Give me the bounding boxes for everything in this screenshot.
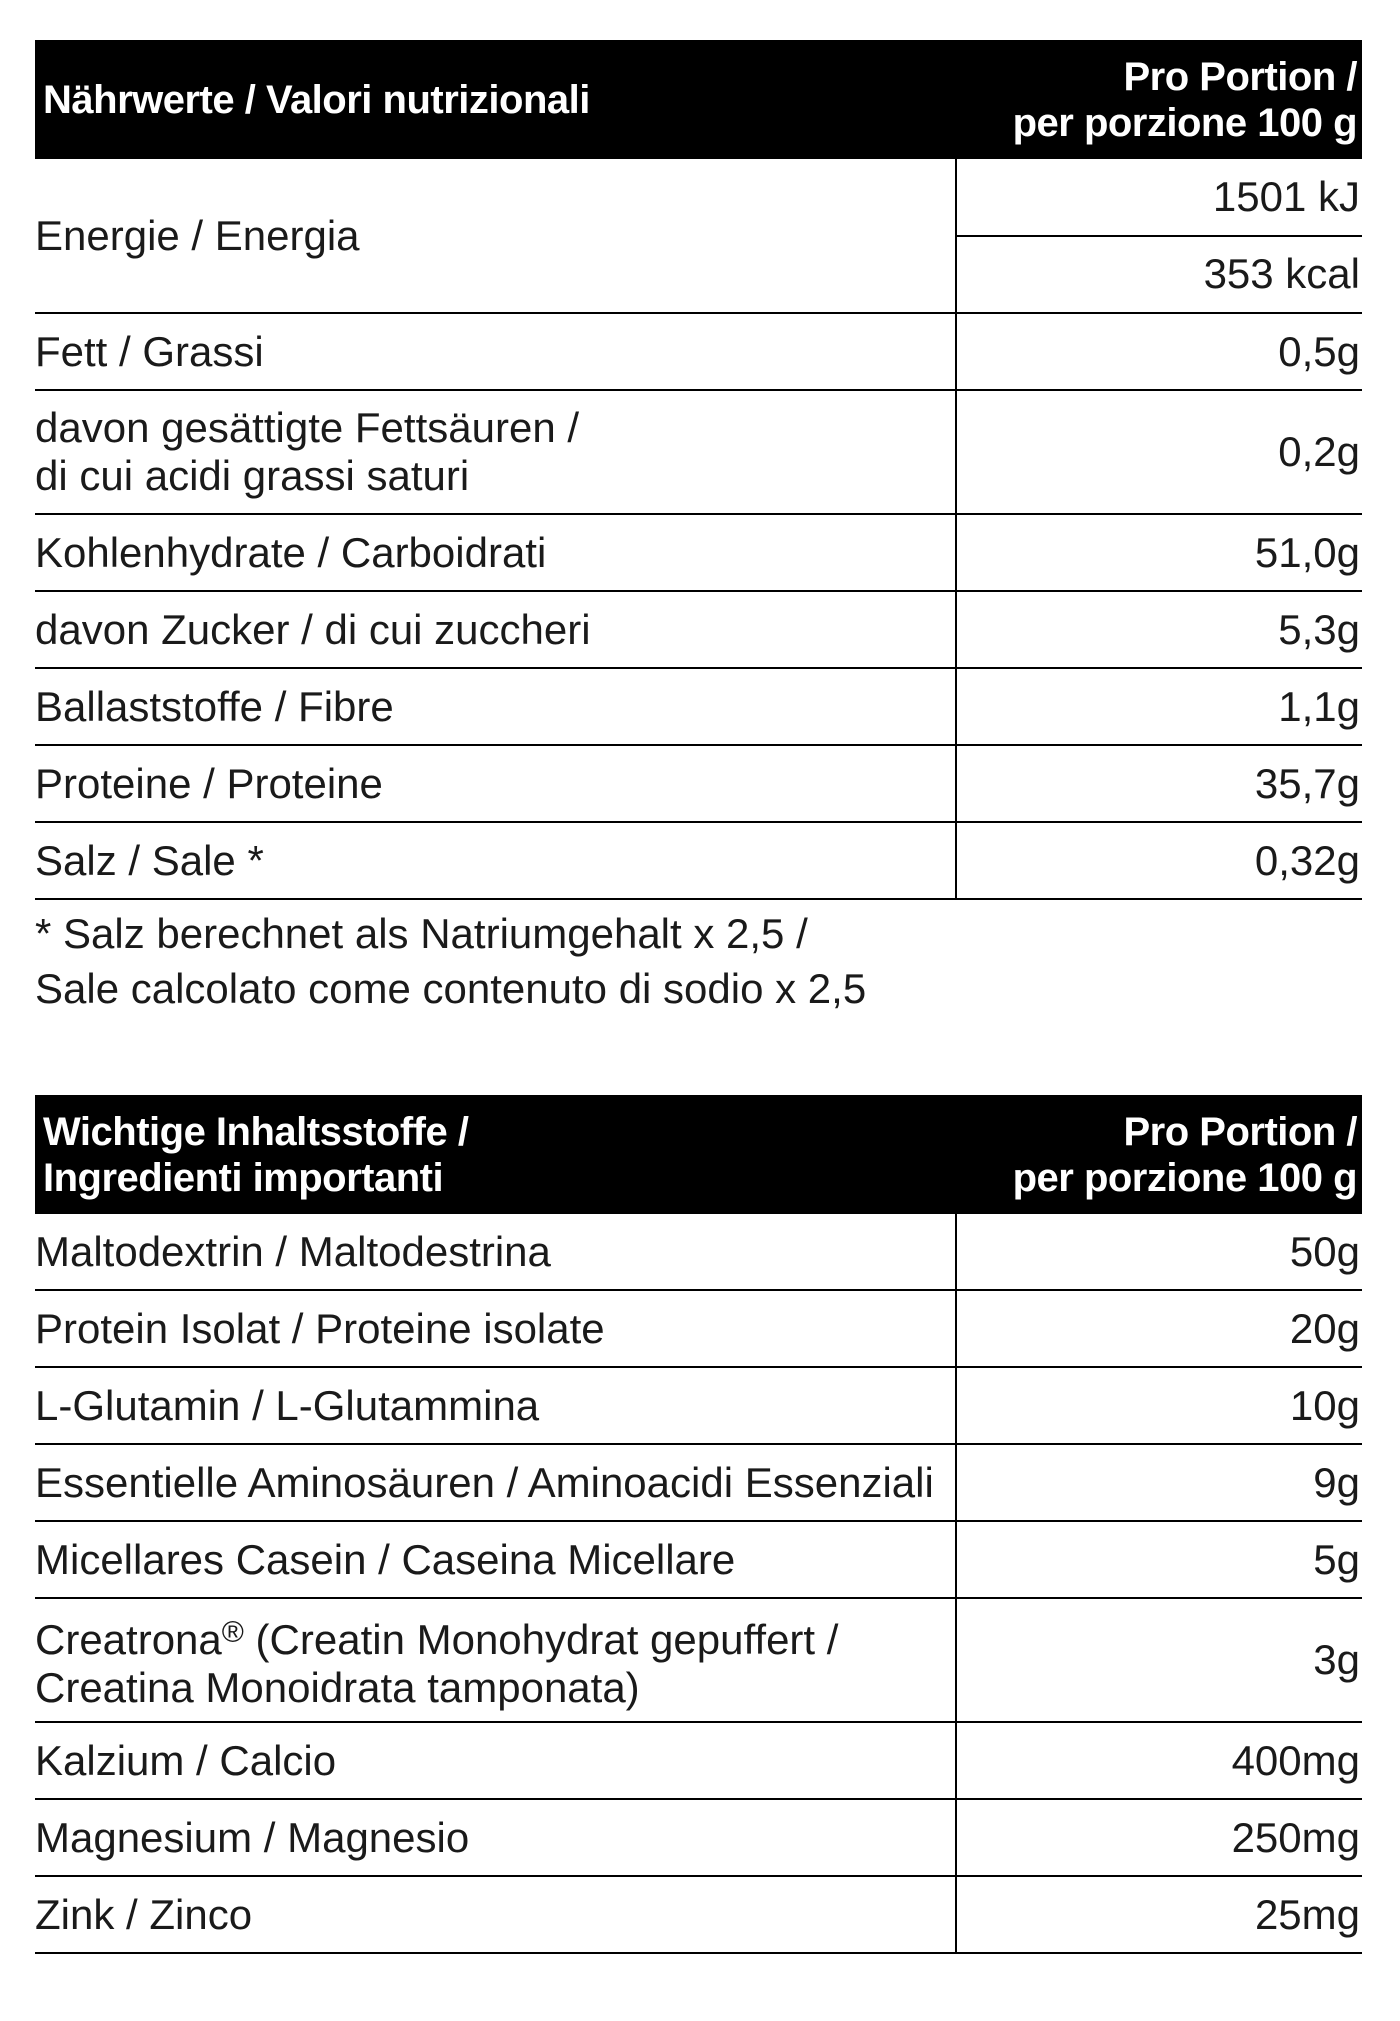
- table-row: [35, 1368, 1362, 1445]
- row-value: 9g: [1313, 1458, 1360, 1506]
- row-value: 0,32g: [1254, 836, 1360, 884]
- table-row-energy: [35, 159, 1362, 314]
- table-row: [35, 1877, 1362, 1954]
- table-row: [35, 1522, 1362, 1599]
- row-label: Energie / Energia: [35, 159, 957, 312]
- table-row: [35, 1723, 1362, 1800]
- row-value: 1,1g: [1278, 682, 1360, 730]
- row-value: 5,3g: [1278, 605, 1360, 653]
- energy-values: [957, 159, 1362, 312]
- energy-kj-value: 1501 kJ: [957, 159, 1362, 237]
- row-value: 0,2g: [1278, 428, 1360, 475]
- table-row: [35, 669, 1362, 746]
- nutrition-table-header: [35, 40, 1362, 159]
- table-row: [35, 1291, 1362, 1368]
- table-row: [35, 1599, 1362, 1723]
- header-column-label: Pro Portion / per porzione 100 g: [1012, 1109, 1357, 1200]
- header-title: Wichtige Inhaltsstoffe / Ingredienti importanti: [43, 1109, 469, 1200]
- row-value: 10g: [1289, 1381, 1360, 1429]
- row-label: Fett / Grassi: [35, 314, 957, 389]
- row-value: 400mg: [1231, 1736, 1360, 1784]
- row-value: 20g: [1289, 1304, 1360, 1352]
- row-label: Kohlenhydrate / Carboidrati: [35, 515, 957, 590]
- table-row: [35, 592, 1362, 669]
- row-label: Zink / Zinco: [35, 1877, 957, 1952]
- row-value: 0,5g: [1278, 327, 1360, 375]
- header-title: Nährwerte / Valori nutrizionali: [43, 77, 590, 122]
- table-row: [35, 515, 1362, 592]
- row-value: 250mg: [1231, 1813, 1360, 1861]
- row-label: Protein Isolat / Proteine isolate: [35, 1291, 957, 1366]
- table-row: [35, 1800, 1362, 1877]
- row-label: Creatrona® (Creatin Monohydrat gepuffert / Creatina Monoidrata tamponata): [35, 1599, 957, 1721]
- row-value: 51,0g: [1254, 528, 1360, 576]
- row-label: Magnesium / Magnesio: [35, 1800, 957, 1875]
- table-row: [35, 314, 1362, 391]
- ingredients-table-header: [35, 1095, 1362, 1214]
- row-label: Essentielle Aminosäuren / Aminoacidi Essenziali: [35, 1445, 957, 1520]
- row-label: Ballaststoffe / Fibre: [35, 669, 957, 744]
- row-label: davon Zucker / di cui zuccheri: [35, 592, 957, 667]
- row-value: 5g: [1313, 1535, 1360, 1583]
- row-label: davon gesättigte Fettsäuren / di cui acidi grassi saturi: [35, 391, 957, 513]
- table-row: [35, 1214, 1362, 1291]
- footnote: * Salz berechnet als Natriumgehalt x 2,5 / Sale calcolato come contenuto di sodio x 2,5: [35, 910, 867, 1012]
- table-row: [35, 823, 1362, 900]
- header-column-label: Pro Portion / per porzione 100 g: [1012, 54, 1357, 145]
- table-row: [35, 391, 1362, 515]
- ingredients-table: [35, 1095, 1362, 1954]
- brand-description: (Creatin Monohydrat gepuffert /: [255, 1615, 839, 1663]
- row-value: 50g: [1289, 1227, 1360, 1275]
- row-value: 3g: [1313, 1636, 1360, 1683]
- table-row: [35, 746, 1362, 823]
- row-label: Kalzium / Calcio: [35, 1723, 957, 1798]
- registered-mark: ®: [221, 1615, 244, 1649]
- row-label: Proteine / Proteine: [35, 746, 957, 821]
- row-label: Micellares Casein / Caseina Micellare: [35, 1522, 957, 1597]
- row-value: 35,7g: [1254, 759, 1360, 807]
- row-label: L-Glutamin / L-Glutammina: [35, 1368, 957, 1443]
- brand-name: Creatrona: [35, 1615, 222, 1663]
- nutrition-table: [35, 40, 1362, 1016]
- row-label: Maltodextrin / Maltodestrina: [35, 1214, 957, 1289]
- row-value: 25mg: [1254, 1890, 1360, 1938]
- energy-kcal-value: 353 kcal: [1203, 250, 1360, 298]
- table-row: [35, 1445, 1362, 1522]
- row-label: Salz / Sale *: [35, 823, 957, 898]
